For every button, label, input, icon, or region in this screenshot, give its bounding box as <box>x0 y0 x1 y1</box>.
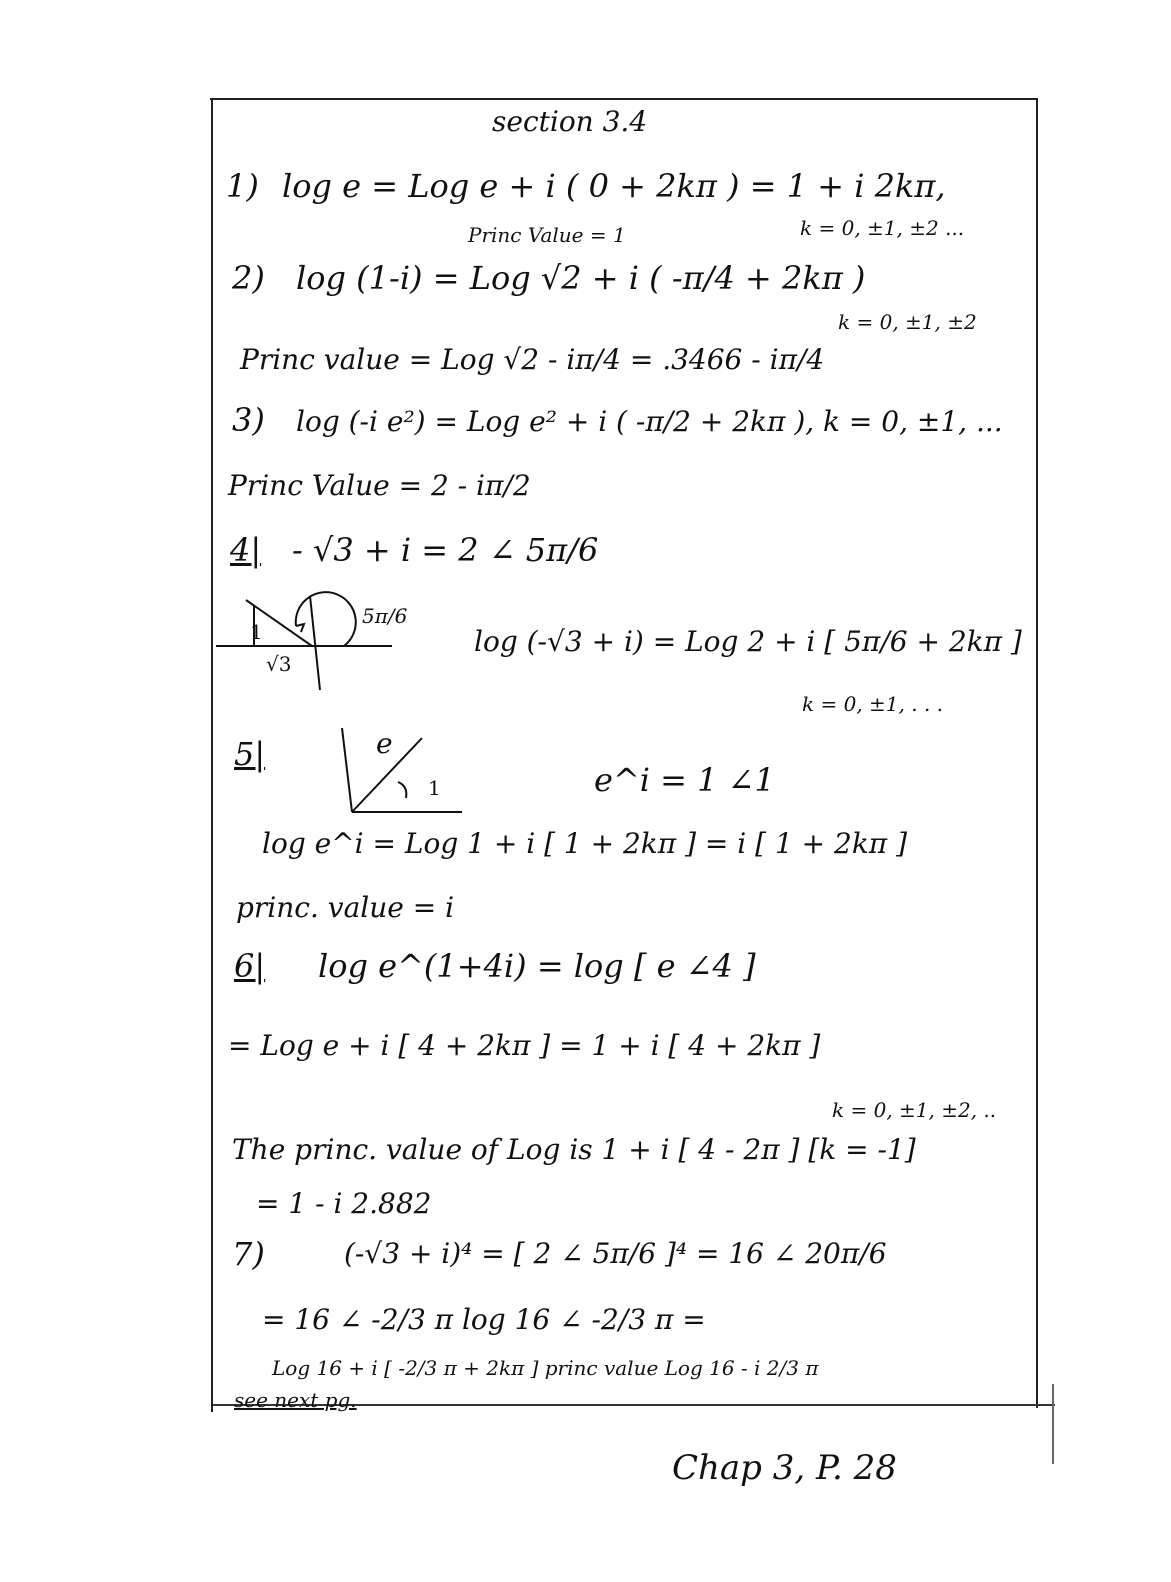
section-title: section 3.4 <box>492 105 648 138</box>
problem-4-label: 4| <box>230 531 262 569</box>
problem-4-sketch-angle: 5π/6 <box>362 604 408 628</box>
problem-1-k-range: k = 0, ±1, ±2 ... <box>800 216 965 240</box>
problem-6-result: = 1 - i 2.882 <box>256 1187 432 1220</box>
problem-2-label: 2) <box>232 259 265 297</box>
page-border-left <box>211 98 213 1412</box>
problem-5-sketch-e: e <box>376 727 393 760</box>
problem-6-principal: The princ. value of Log is 1 + i [ 4 - 2π ] [k = -1] <box>232 1133 916 1166</box>
problem-1-principal: Princ Value = 1 <box>468 223 626 247</box>
problem-3-label: 3) <box>232 401 265 439</box>
page-border-right-extension <box>1052 1384 1054 1464</box>
continued-note: see next pg. <box>234 1388 357 1412</box>
problem-5-sketch-1: 1 <box>428 776 441 800</box>
problem-4-sketch-side2: √3 <box>266 652 292 676</box>
problem-3-principal: Princ Value = 2 - iπ/2 <box>228 469 531 502</box>
problem-1-equation: log e = Log e + i ( 0 + 2kπ ) = 1 + i 2kπ, <box>282 167 946 205</box>
problem-6-label: 6| <box>234 947 266 985</box>
problem-2-principal: Princ value = Log √2 - iπ/4 = .3466 - iπ/4 <box>240 343 825 376</box>
problem-4-equation: - √3 + i = 2 ∠ 5π/6 <box>292 531 599 569</box>
problem-4-log-equation: log (-√3 + i) = Log 2 + i [ 5π/6 + 2kπ ] <box>474 625 1022 658</box>
problem-4-k-range: k = 0, ±1, . . . <box>802 692 944 716</box>
problem-7-line2: = 16 ∠ -2/3 π log 16 ∠ -2/3 π = <box>262 1303 706 1336</box>
problem-7-line3: Log 16 + i [ -2/3 π + 2kπ ] princ value Log 16 - i 2/3 π <box>272 1356 819 1380</box>
problem-6-k-range: k = 0, ±1, ±2, .. <box>832 1098 997 1122</box>
page-border-top <box>210 98 1038 100</box>
page-border-right <box>1036 98 1038 1408</box>
problem-2-k-range: k = 0, ±1, ±2 <box>838 310 977 334</box>
problem-4-sketch-side1: 1 <box>250 620 263 644</box>
problem-3-equation: log (-i e²) = Log e² + i ( -π/2 + 2kπ ), k = 0, ±1, ... <box>296 405 1003 438</box>
problem-6-equation: log e^(1+4i) = log [ e ∠4 ] <box>318 947 756 985</box>
problem-7-equation: (-√3 + i)⁴ = [ 2 ∠ 5π/6 ]⁴ = 16 ∠ 20π/6 <box>344 1237 887 1270</box>
problem-5-label: 5| <box>234 735 266 773</box>
problem-5-angle-sketch <box>340 726 466 816</box>
page-reference: Chap 3, P. 28 <box>672 1448 897 1488</box>
problem-2-equation: log (1-i) = Log √2 + i ( -π/4 + 2kπ ) <box>296 259 866 297</box>
problem-6-line2: = Log e + i [ 4 + 2kπ ] = 1 + i [ 4 + 2kπ ] <box>228 1029 821 1062</box>
problem-7-label: 7) <box>232 1235 265 1273</box>
problem-5-principal: princ. value = i <box>236 891 455 924</box>
problem-5-equation: e^i = 1 ∠1 <box>594 761 775 799</box>
problem-5-log-equation: log e^i = Log 1 + i [ 1 + 2kπ ] = i [ 1 + 2kπ ] <box>262 827 908 860</box>
problem-1-label: 1) <box>226 167 259 205</box>
